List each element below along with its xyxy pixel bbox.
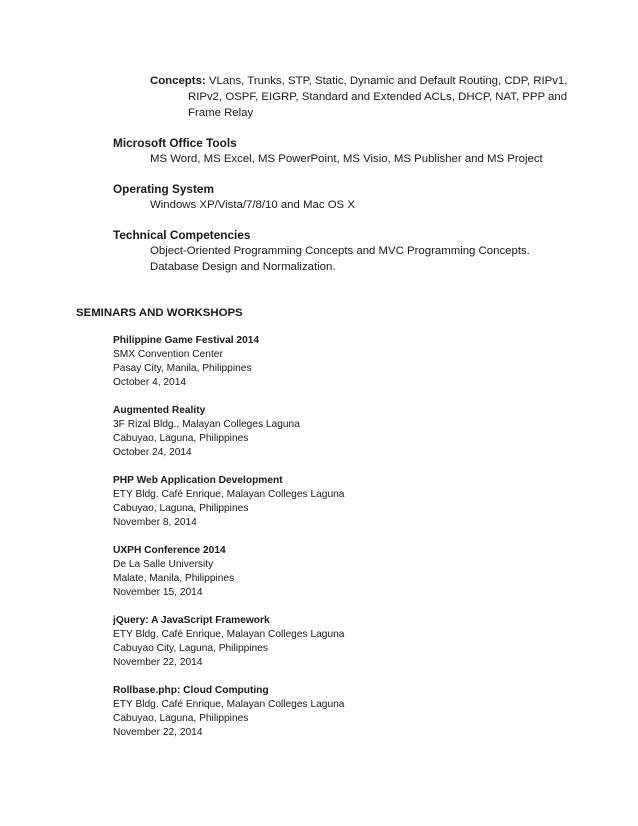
concepts-line: Frame Relay [188,107,254,119]
seminar-entry [113,544,593,614]
skill-line: Database Design and Normalization. [150,261,336,273]
seminar-venue: De La Salle University [113,559,214,570]
skill-line: Object-Oriented Programming Concepts and MVC Programming Concepts. [150,245,530,257]
seminar-venue: 3F Rizal Bldg., Malayan Colleges Laguna [113,419,300,430]
seminar-venue: ETY Bldg. Café Enrique, Malayan Colleges Laguna [113,699,345,710]
skill-title: Technical Competencies [113,228,251,242]
seminar-title: jQuery: A JavaScript Framework [113,615,270,626]
seminar-date: November 22, 2014 [113,727,203,738]
seminar-venue: SMX Convention Center [113,349,223,360]
seminar-title: Philippine Game Festival 2014 [113,335,260,346]
seminar-date: November 15, 2014 [113,587,203,598]
networking-concepts [150,73,570,121]
seminar-entry [113,404,593,474]
seminar-location: Malate, Manila, Philippines [113,573,235,584]
concepts-text: VLans, Trunks, STP, Static, Dynamic and Default Routing, CDP, RIPv1, [208,75,568,87]
concepts-line: RIPv2, OSPF, EIGRP, Standard and Extended ACLs, DHCP, NAT, PPP and [188,91,568,103]
seminar-date: October 4, 2014 [113,377,187,388]
seminar-location: Cabuyao, Laguna, Philippines [113,713,249,724]
skill-line: MS Word, MS Excel, MS PowerPoint, MS Visio, MS Publisher and MS Project [150,153,543,165]
seminar-entry [113,334,593,404]
seminar-venue: ETY Bldg. Café Enrique, Malayan Colleges Laguna [113,489,345,500]
seminar-title: UXPH Conference 2014 [113,545,226,556]
skill-operating-system [113,181,593,213]
section-title-seminars: SEMINARS AND WORKSHOPS [76,307,243,319]
seminar-venue: ETY Bldg. Café Enrique, Malayan Colleges Laguna [113,629,345,640]
skill-line: Windows XP/Vista/7/8/10 and Mac OS X [150,199,355,211]
seminar-title: Augmented Reality [113,405,206,416]
seminar-title: Rollbase.php: Cloud Computing [113,685,269,696]
seminars-list [113,334,593,754]
seminar-location: Pasay City, Manila, Philippines [113,363,252,374]
skill-office-tools [113,135,593,167]
seminar-date: November 8, 2014 [113,517,197,528]
skill-title: Operating System [113,182,214,196]
concepts-label: Concepts: [150,75,206,87]
seminar-entry [113,614,593,684]
skill-title: Microsoft Office Tools [113,136,237,150]
seminar-entry [113,684,593,754]
concepts-line [150,73,570,89]
seminar-location: Cabuyao, Laguna, Philippines [113,433,249,444]
seminar-date: October 24, 2014 [113,447,192,458]
seminar-entry [113,474,593,544]
seminar-date: November 22, 2014 [113,657,203,668]
seminar-location: Cabuyao, Laguna, Philippines [113,503,249,514]
skill-technical-competencies [113,227,593,275]
seminar-location: Cabuyao City, Laguna, Philippines [113,643,268,654]
seminar-title: PHP Web Application Development [113,475,283,486]
